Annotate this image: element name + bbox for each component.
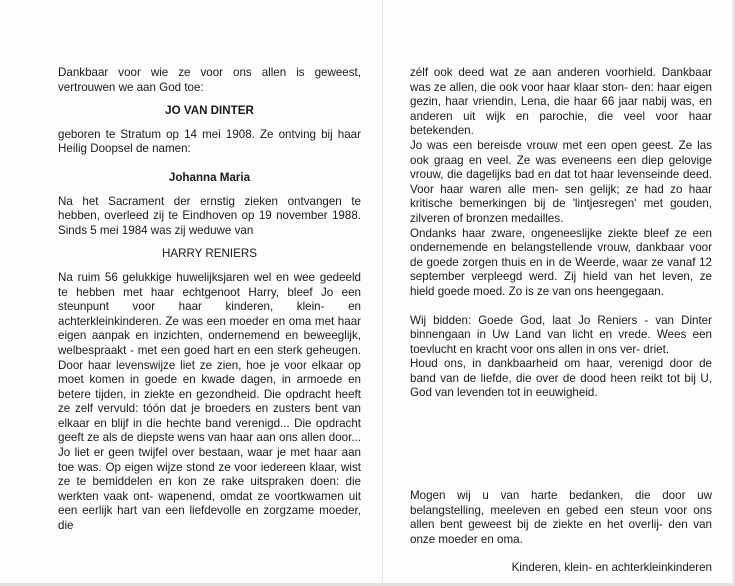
character-text: Jo was een bereisde vrouw met een open geest. Ze las ook graag en veel. Ze was eveneens een diep gelovige vrouw, die dagelijks bad en dat tot haar levenseinde deed. Voor haar waren alle men- sen gelijk; ze had zo haar kritische bemerkingen bij de 'lintjesregen' met gouden, zilveren of bronzen medailles.	[410, 138, 712, 225]
deceased-name: JO VAN DINTER	[165, 104, 254, 118]
biography-continued: zélf ook deed wat ze aan anderen voorhield. Dankbaar was ze allen, die ook voor haar klaar ston- den: haar eigen gezin, haar vriendin, Lena, die haar 66 jaar nabij was, en anderen uit wijk en parochie, die veel voor haar betekenden.	[410, 66, 712, 138]
right-page	[410, 66, 712, 576]
illness-text: Ondanks haar zware, ongeneeslijke ziekte bleef ze een ondernemende en belangstellende vrouw, dankbaar voor de goede zorgen thuis en in de Weerde, waar ze vanaf 12 september verpleegd werd. Zij hield van het leven, ze hield goede moed. Zo is ze van ons heengegaan.	[410, 226, 712, 298]
birth-text: geboren te Stratum op 14 mei 1908. Ze ontving bij haar Heilig Doopsel de namen:	[58, 127, 361, 156]
biography-text: Na ruim 56 gelukkige huwelijksjaren wel en wee gedeeld te hebben met haar echtgenoot Harry, bleef Jo een steunpunt voor haar kinderen, klein- en achterkleinkinderen. Ze was een moeder en oma met haar eigen aanpak en inzichten, ondernemend en beweeglijk, welbespraakt - met een goed hart en een sterk geheugen. Door haar levenswijze liet ze zien, hoe je voor elkaar op moet komen in goede en kwade dagen, in armoede en betere tijden, in ziekte en gezondheid. Die opdracht heeft ze zelf vervuld: tóón dat je broeders en zusters bent van elkaar en blijf in die hechte band verenigd... Die opdracht geeft ze als de diepste wens van haar aan ons allen door... Jo liet er geen twijfel over bestaan, waar je met haar aan toe was. Op eigen wijze stond ze voor iedereen klaar, wist ze te bemiddelen en kon ze rake uitspraken doen: die werkten vaak ont- wapenend, omdat ze voortkwamen uit een eerlijk hart van een liefdevolle en zorgzame moeder, die	[58, 270, 361, 533]
card-edge-right	[731, 0, 735, 586]
prayer-text: Wij bidden: Goede God, laat Jo Reniers - van Dinter binnengaan in Uw Land van licht en vrede. Wees een toevlucht en kracht voor ons allen in ons ver- driet.	[410, 313, 712, 356]
thanks-text: Mogen wij u van harte bedanken, die door uw belangstelling, meeleven en gebed een steun voor ons allen bent geweest bij de ziekte en het overlij- den van onze moeder en oma.	[410, 489, 712, 546]
baptismal-names: Johanna Maria	[168, 170, 251, 184]
prayer-text-2: Houd ons, in dankbaarheid om haar, verenigd door de band van de liefde, die over de dood heen reikt tot bij U, God van levenden tot in eeuwigheid.	[410, 357, 712, 400]
spouse-name: HARRY RENIERS	[162, 247, 257, 261]
card-fold	[382, 0, 383, 586]
signature: Kinderen, klein- en achterkleinkinderen	[511, 561, 712, 575]
death-text: Na het Sacrament der ernstig zieken ontvangen te hebben, overleed zij te Eindhoven op 19 november 1988. Sinds 5 mei 1984 was zij weduwe van	[58, 194, 361, 237]
left-page	[58, 66, 361, 534]
intro-text: Dankbaar voor wie ze voor ons allen is geweest, vertrouwen we aan God toe:	[58, 66, 361, 94]
